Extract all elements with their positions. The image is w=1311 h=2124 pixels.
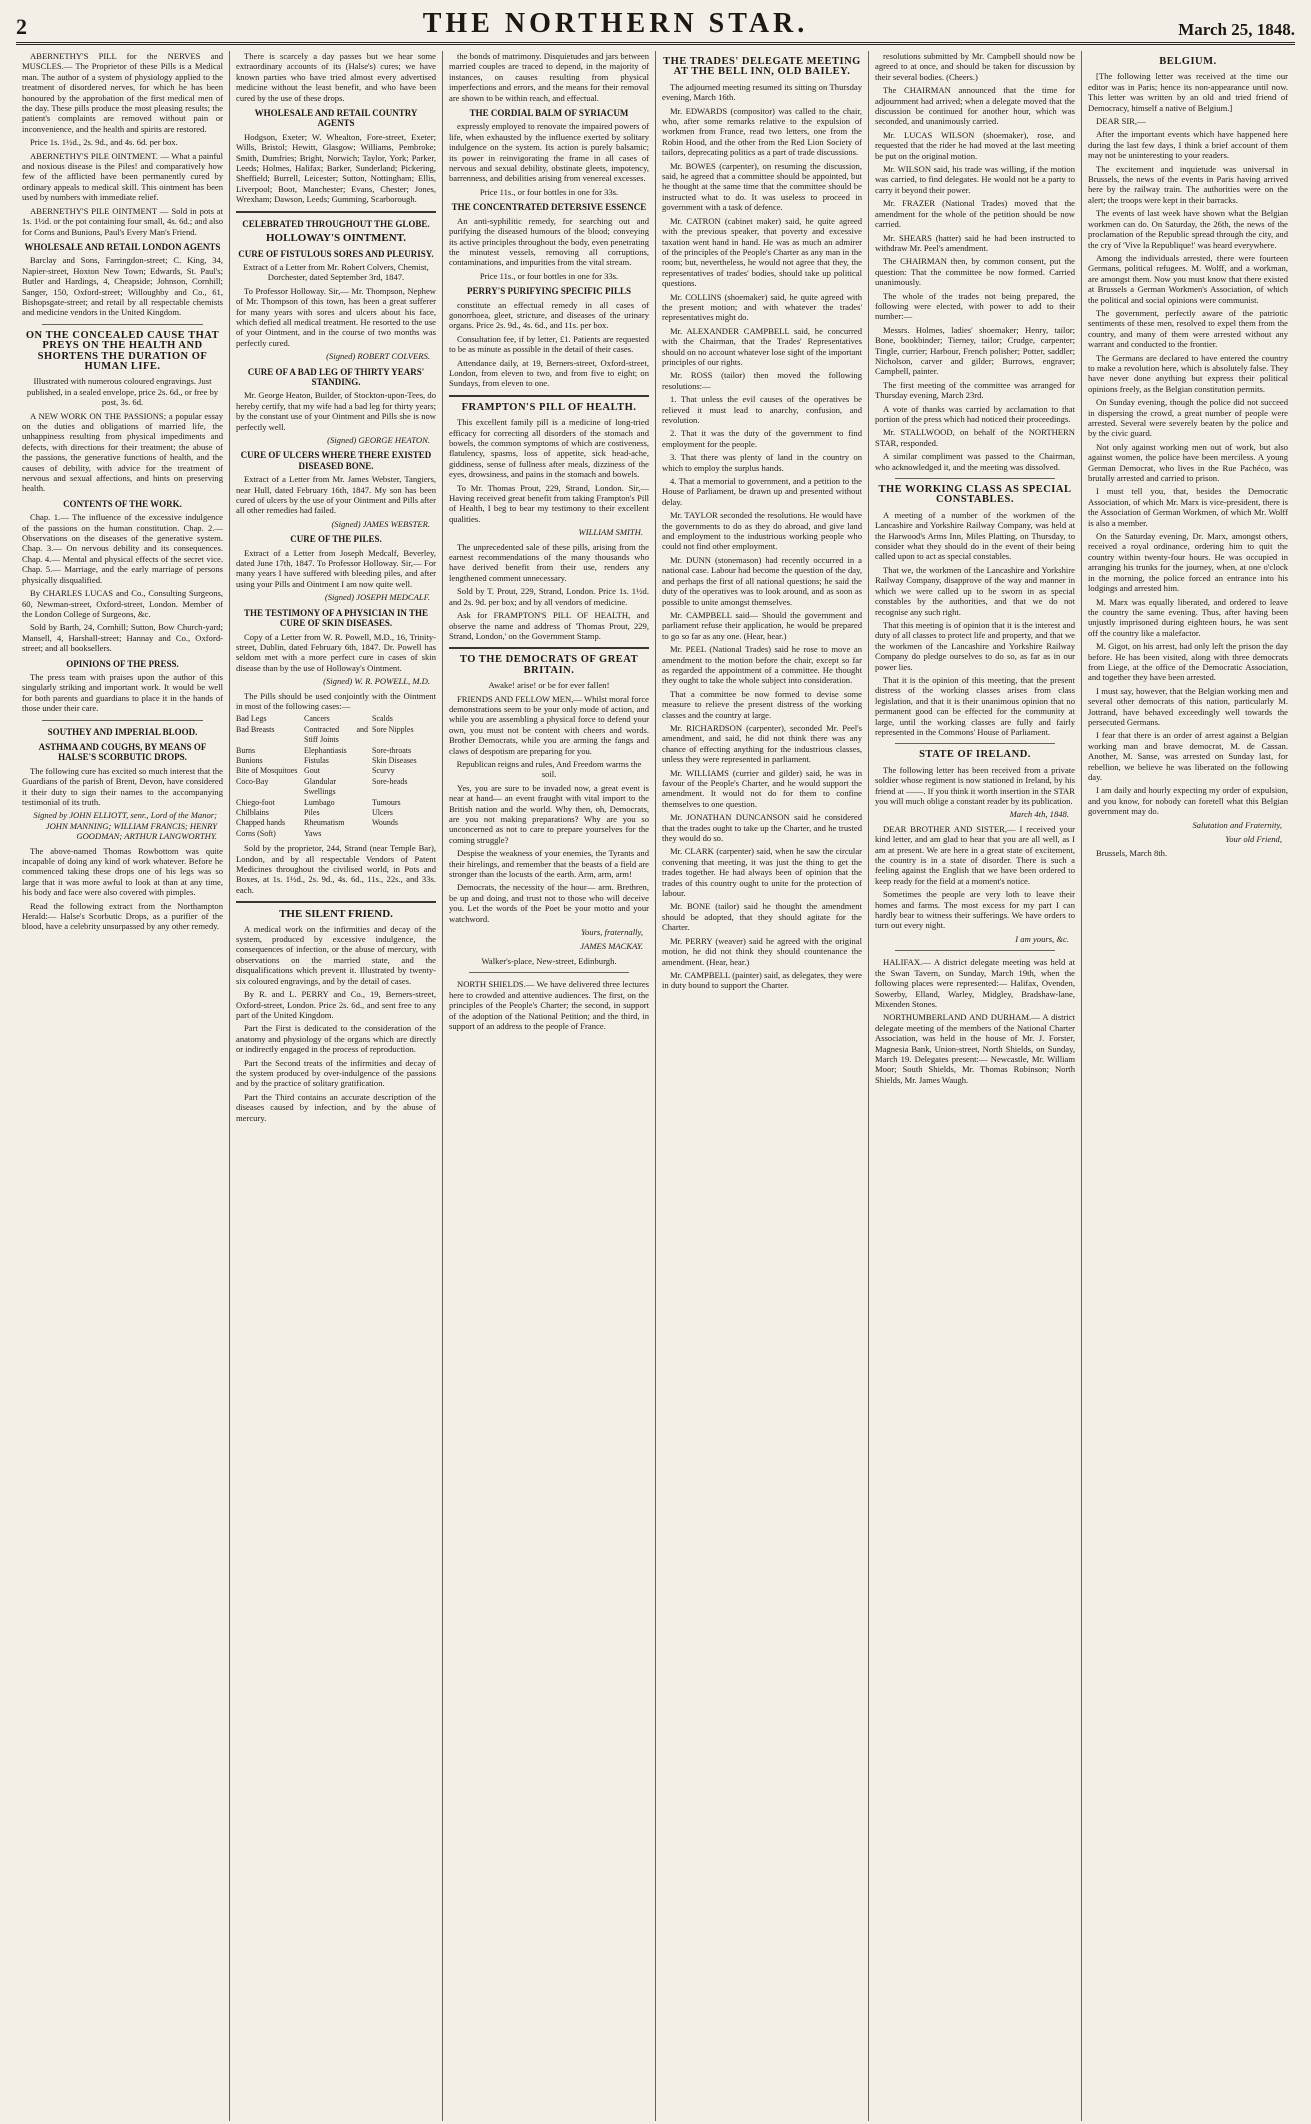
belgium-p9: I must tell you, that, besides the Democratic Association, of which Mr. Marx is vice-president, there is the Association of German Workmen, of which Mr. Wolff is also a member. xyxy=(1088,486,1288,528)
trades-cont-p7: The CHAIRMAN then, by common consent, put the question: That the committee be now formed. Carried unanimously. xyxy=(875,256,1075,288)
disease-item: Gout xyxy=(304,766,320,776)
frampton-letter: To Mr. Thomas Prout, 229, Strand, London. Sir,— Having received great benefit from taking Frampton's Pill of Health, I beg to bear my testimony to their excellent qualities. xyxy=(449,482,649,524)
trades-p17: Mr. PERRY (weaver) said he agreed with the original motion, he did not think they should countenance the amendment. (Hear, hear.) xyxy=(662,935,862,967)
celebrated-heading: CELEBRATED THROUGHOUT THE GLOBE. xyxy=(242,218,430,229)
belgium-p3: The events of last week have shown what the Belgian workmen can do. On Saturday, the 26th, the news of the proclamation of the Republic spread through the city, and the cry of 'Vive la Republique!' was heard everywhere. xyxy=(1088,208,1288,250)
trades-p16: Mr. BONE (tailor) said he thought the amendment should be adopted, that they should agitate for the Charter. xyxy=(662,901,862,933)
column-4 xyxy=(655,51,868,2121)
disease-item: Rheumatism xyxy=(304,818,345,828)
democrats-verse: Republican reigns and rules, And Freedom warms the soil. xyxy=(456,758,642,780)
belgium-closing: Salutation and Fraternity, xyxy=(1192,819,1282,830)
ireland-p1: DEAR BROTHER AND SISTER,— I received your kind letter, and am glad to hear that you are all well, as I am at present. We are here in a great state of excitement, the country is in a state of disorder. There is such a feeling against the English that we have been ordered to keep ready for the field at a moment's notice. xyxy=(875,823,1075,886)
belgium-sign: Your old Friend, xyxy=(1225,834,1282,845)
wcs-p4: That it is the opinion of this meeting, that the present distress of the working classes arises from class legislation, and that it is their unanimous opinion that no permanent good can be effected for the community at large, until the working classes are fully and fairly represented in the Commons' House of Parliament. xyxy=(875,674,1075,737)
columns xyxy=(16,51,1295,2121)
physician-text: Copy of a Letter from W. R. Powell, M.D., 16, Trinity-street, Dublin, dated February 6th, 1847. Dr. Powell has seldom met with a more perfect cure in cases of skin disease than by the use of Holloway's Ointment. xyxy=(236,631,436,673)
democrats-heading: TO THE DEMOCRATS OF GREAT BRITAIN. xyxy=(459,654,639,676)
column-3 xyxy=(442,51,655,2121)
trades-cont-p10: A vote of thanks was carried by acclamation to that portion of the press which had noticed their proceedings. xyxy=(875,403,1075,424)
ulcers-text: Extract of a Letter from Mr. James Webster, Tangiers, near Hull, dated February 16th, 1847. My son has been cured of ulcers by the use of your Ointment and Pills after all other remedies had failed. xyxy=(236,474,436,516)
disease-item: Glandular Swellings xyxy=(304,776,336,797)
herald-extract: Read the following extract from the Northampton Herald:— Halse's Scorbutic Drops, as a purifier of the blood, have a celebrity unsurpassed by any other remedy. xyxy=(22,900,223,932)
country-agents-heading: WHOLESALE AND RETAIL COUNTRY AGENTS xyxy=(254,108,418,129)
silent-friend-body: A NEW WORK ON THE PASSIONS; a popular essay on the duties and obligations of married life, the unhappiness resulting from physical impediments and defects, with directions for their treatment; the abuse of the passions, the generative functions of health, and the causes of debility, with advice for the treatment of nervous and sexual affections, and hints on preserving health. xyxy=(22,410,223,494)
concentrated-text: An anti-syphilitic remedy, for searching out and purifying the diseased humours of the blood; conveying its active principles throughout the body, even penetrating the minutest vessels, removing all corruptions, contaminations, and impurities from the vital stream. xyxy=(449,215,649,268)
opinions-heading: OPINIONS OF THE PRESS. xyxy=(66,658,179,669)
democrats-p5: Democrats, the necessity of the hour— arm. Brethren, be up and doing, and trust not to those who will deceive you. Let the words of the Poet be your motto and your watchword. xyxy=(449,882,649,924)
divider xyxy=(236,901,436,903)
ad-corns: ABERNETHY'S PILE OINTMENT — Sold in pots at 1s. 1½d. or the pot containing four small, 4s. 6d.; and also for Corns and Bunions, Paul's Every Man's Friend. xyxy=(22,205,223,237)
holloway-case-heading: CURE OF FISTULOUS SORES AND PLEURISY. xyxy=(238,248,434,259)
belgium-place: Brussels, March 8th. xyxy=(1096,848,1168,859)
bad-leg-signed: (Signed) GEORGE HEATON. xyxy=(327,435,430,445)
cordial-text: expressly employed to renovate the impaired powers of life, when exhausted by the influence exerted by solitary indulgence on the system. Its action is purely balsamic; its power in reinvigorating the frame in all cases of nervous and sexual debility, obstinate gleets, impotency, barrenness, and debilities arising from venereal excesses. xyxy=(449,121,649,184)
trades-p12: Mr. RICHARDSON (carpenter), seconded Mr. Peel's amendment, and said, he did not think there was any chance of effecting anything for the industrious classes, unless they were represented in parliament. xyxy=(662,722,862,765)
ireland-intro: The following letter has been received from a private soldier whose regiment is now stationed in Ireland, by his friend at ——. If you think it worth insertion in the STAR you will much oblige a constant reader by its publication. xyxy=(875,764,1075,806)
cordial-price: Price 11s., or four bottles in one for 33s. xyxy=(479,186,619,197)
belgium-p13: I must say, however, that the Belgian working men and several other democrats of this nation, particularly M. Jottrand, have behaved exceedingly well towards the persecuted Germans. xyxy=(1088,685,1288,727)
frampton-heading: FRAMPTON'S PILL OF HEALTH. xyxy=(461,401,637,413)
democrats-motto: Awake! arise! or be for ever fallen! xyxy=(488,680,610,691)
trades-p4: Mr. CATRON (cabinet maker) said, he quite agreed with the previous speaker, that poverty and excessive taxation went hand in hand. He was as much an admirer of the principles of the People's Charter as any man in the room; but, nevertheless, he would not agree that they, the representatives of trades' bodies, should take up political questions. xyxy=(662,215,862,289)
disease-item: Burns xyxy=(236,745,256,755)
trades-p9: Mr. CAMPBELL said— Should the government and parliament refuse their application, he would be prepared to go so far as any one. (Hear, hear.) xyxy=(662,609,862,641)
wholesale-agents: Barclay and Sons, Farringdon-street; C. King, 34, Napier-street, Hoxton New Town; Edwards, St. Paul's; Butler and Hardings, 4, Cheapside; Johnson, Cornhill; Sanger, 150, Oxford-street; Willoughby and Co., 61, Bishopsgate-street; and retail by all respectable chemists and medicine vendors in the United Kingdom. xyxy=(22,255,223,318)
trades-p8: Mr. DUNN (stonemason) had recently occurred in a national case. Labour had become the question of the day, and perhaps the first of all national questions; he said the duty of the operatives was to look around, and as soon as possible to unite amongst themselves. xyxy=(662,554,862,607)
disease-item: Scurvy xyxy=(372,766,395,776)
belgium-p5: The government, perfectly aware of the patriotic sentiments of these men, resolved to expel them from the country, and many of them were arrested without any warrant and conducted to the frontier. xyxy=(1088,307,1288,350)
belgium-p6: The Germans are declared to have entered the country to make a revolution here, which is absolutely false. They have never done anything but express their political opinions freely, as the Belgian constitution permits. xyxy=(1088,352,1288,394)
northumberland: NORTHUMBERLAND AND DURHAM.— A district delegate meeting of the members of the National Charter Association, was held in the house of Mr. J. Forster, Magnesia Bank, Union-street, North Shields, on Sunday, March 19. Delegates present:— Newcastle, Mr. William Moor; South Shields, Mr. Thomas Robinson; North Shields, Mr. James Waugh. xyxy=(875,1012,1075,1085)
part-third: Part the Third contains an accurate description of the diseases caused by infection, and by the abuse of mercury. xyxy=(236,1091,436,1123)
piles-signed: (Signed) JOSEPH MEDCALF. xyxy=(324,592,430,603)
resolution-3: 3. That there was plenty of land in the country on which to employ the surplus hands. xyxy=(662,452,862,473)
disease-item: Bad Legs xyxy=(236,714,267,724)
opinions-text: The press team with praises upon the author of this singularly striking and important work. It would be well for both parents and guardians to place it in the hands of those under their care. xyxy=(22,671,223,714)
disease-item: Wounds xyxy=(372,818,399,828)
column-5 xyxy=(868,51,1081,2121)
ad-abernethy-ointment: ABERNETHY'S PILE OINTMENT. — What a painful and noxious disease is the Piles! and comparatively how few of the afflicted have been permanently cured by ordinary appeals to medical skill. This ointment has been used by numbers with immediate relief. xyxy=(22,150,223,203)
resolution-1: 1. That unless the evil causes of the operatives be relieved it must lead to anarchy, confusion, and revolution. xyxy=(662,394,862,425)
newspaper-title: THE NORTHERN STAR. xyxy=(422,8,809,39)
trades-p10: Mr. PEEL (National Trades) said he rose to move an amendment to the motion before the chair, except so far as regarded the appointment of a committee. He thought they ought to take the whole subject into consideration. xyxy=(662,644,862,686)
resolution-4: 4. That a memorial to government, and a petition to the House of Parliament, be drawn up and presented without delay. xyxy=(662,476,862,507)
trades-cont-p9: The first meeting of the committee was arranged for Thursday evening, March 23rd. xyxy=(875,379,1075,401)
democrats-sign: Yours, fraternally, xyxy=(580,927,643,938)
disease-item: Chapped hands xyxy=(236,818,286,828)
scorbutic-text: The following cure has excited so much interest that the Guardians of the parish of Brent, Devon, have considered it their duty to sign their names to the accompanying testimonial of its truth. xyxy=(22,765,223,807)
resolutions-intro: Mr. ROSS (tailor) then moved the following resolutions:— xyxy=(662,370,862,391)
ireland-p2: Sometimes the people are very loth to leave their homes and farms. The most excess for my part I can hardly bear to witness their sufferings. We have orders to turn out every night. xyxy=(875,889,1075,931)
silent-friend-title: THE SILENT FRIEND. xyxy=(279,908,393,921)
disease-item: Chiego-foot xyxy=(236,797,275,807)
column-2 xyxy=(229,51,442,2121)
disease-item: Chilblains xyxy=(236,808,269,817)
matrimony-text: the bonds of matrimony. Disquietudes and jars between married couples are traced to depend, in the majority of instances, on causes resulting from physical imperfections and errors, and the means for their removal are shown to be within reach, and effectual. xyxy=(449,51,649,103)
ad-abernethy-price: Price 1s. 1½d., 2s. 9d., and 4s. 6d. per box. xyxy=(30,137,178,148)
democrats-p1: FRIENDS AND FELLOW MEN,— Whilst moral force demonstrations seem to be your only mode of action, and while you are assembling a physical force to defend your own, you must not be content with cheers and words. Brother Democrats, while you are arming the fangs and claws of despotism are preparing for you. xyxy=(449,693,649,756)
column-6 xyxy=(1081,51,1294,2121)
trades-p13: Mr. WILLIAMS (currier and gilder) said, he was in favour of the People's Charter, and he would support the amendment. It would not do for them to confine themselves to one question. xyxy=(662,767,862,809)
disease-item: Skin Diseases xyxy=(372,755,417,765)
halse-intro: There is scarcely a day passes but we hear some extraordinary accounts of its (Halse's) cures; we have known parties who have tried almost every advertised medicine without the least benefit, and who have been cured by the use of these drops. xyxy=(236,51,436,103)
disease-item: Bunions xyxy=(236,755,263,765)
contents-text: Chap. 1.— The influence of the excessive indulgence of the passions on the human constitution. Chap. 2.— Observations on the diseases of the generative system. Chap. 3.— On nervous debility and its consequences. Chap. 4.— Mental and physical effects of the secret vice. Chap. 5.— Marriage, and the early marriage of persons physically disqualified. xyxy=(22,512,223,585)
trades-cont-p4: Mr. WILSON said, his trade was willing, if the motion was carried, to find delegates. He would not be a party to carry it beyond their power. xyxy=(875,164,1075,195)
issue-date: March 25, 1848. xyxy=(1178,20,1295,39)
page-number: 2 xyxy=(16,14,27,39)
frampton-caution: Ask for FRAMPTON'S PILL OF HEALTH, and observe the name and address of 'Thomas Prout, 229, Strand, London,' on the Government Stamp. xyxy=(449,610,649,641)
disease-item: Yaws xyxy=(304,828,322,838)
belgium-salutation: DEAR SIR,— xyxy=(1096,116,1146,127)
piles-heading: CURE OF THE PILES. xyxy=(290,534,382,545)
belgium-heading: BELGIUM. xyxy=(1159,56,1217,67)
part-first: Part the First is dedicated to the consideration of the anatomy and physiology of the organs which are directly or indirectly engaged in the process of reproduction. xyxy=(236,1023,436,1055)
holloway-extract: Extract of a Letter from Mr. Robert Colvers, Chemist, Dorchester, dated September 3rd, 1847. xyxy=(243,261,429,283)
resolution-2: 2. That it was the duty of the government to find employment for the people. xyxy=(662,428,862,449)
trades-cont-p2: The CHAIRMAN announced that the time for adjournment had arrived; when a delegate moved that the discussion be continued for another hour, which was seconded, and unanimously carried. xyxy=(875,85,1075,127)
belgium-p1: After the important events which have happened here during the last few days, I think a brief account of them may not be uninteresting to your readers. xyxy=(1088,129,1288,161)
perrys-text: constitute an effectual remedy in all cases of gonorrhoea, gleet, stricture, and diseases of the urinary organs. Price 2s. 9d., 4s. 6d., and 11s. per box. xyxy=(449,299,649,331)
concentrated-price: Price 11s., or four bottles in one for 33s. xyxy=(479,270,619,281)
belgium-intro: [The following letter was received at the time our editor was in Paris; hence its non-appearance until now. This letter was written by an old and tried friend of Democracy, himself a native of Belgium.] xyxy=(1088,71,1288,113)
disease-item: Fistulas xyxy=(304,755,329,765)
wholesale-heading: WHOLESALE AND RETAIL LONDON AGENTS xyxy=(24,241,221,252)
trades-p18: Mr. CAMPBELL (painter) said, as delegates, they were in duty bound to support the Charter. xyxy=(662,969,862,991)
trades-p3: Mr. BOWES (carpenter), on resuming the discussion, said, he agreed that a committee should be appointed, but he thought at the same time that the committee should be instructed what to do. It was useless to proceed in government with a task of defence. xyxy=(662,160,862,213)
physician-heading: THE TESTIMONY OF A PHYSICIAN IN THE CURE OF SKIN DISEASES. xyxy=(243,607,429,629)
trades-p14: Mr. JONATHAN DUNCANSON said he considered that the trades ought to take up the Charter, and he trusted they would do so. xyxy=(662,812,862,844)
part-second: Part the Second treats of the infirmities and decay of the system produced by over-indulgence of the passions and by the practice of solitary gratification. xyxy=(236,1057,436,1089)
frampton-text: This excellent family pill is a medicine of long-tried efficacy for correcting all disorders of the stomach and bowels, the common symptoms of which are costiveness, flatulency, spasms, loss of appetite, sick head-ache, giddiness, sense of fullness after meals, dizziness of the eyes, drowsiness, and pains in the stomach and bowels. xyxy=(449,417,649,480)
trades-p6: Mr. ALEXANDER CAMPBELL said, he concurred with the Chairman, that the Trades' Representatives should on no account whatever lose sight of the important principles of our rights. xyxy=(662,325,862,367)
wcs-p2: That we, the workmen of the Lancashire and Yorkshire Railway Company, disapprove of the way and manner in which we were called up to be sworn in as special constables by the authorities, and that we do not recognise any such right. xyxy=(875,564,1075,617)
authors: By CHARLES LUCAS and Co., Consulting Surgeons, 60, Newman-street, Oxford-street, London. Member of the London College of Surgeons, &c. xyxy=(22,588,223,619)
trades-p7: Mr. TAYLOR seconded the resolutions. He would have the governments to do as they do abroad, and give land and employment to the industrious working people who could not find other employment. xyxy=(662,510,862,552)
contents-heading: CONTENTS OF THE WORK. xyxy=(63,498,182,509)
perrys-heading: PERRY'S PURIFYING SPECIFIC PILLS xyxy=(467,286,631,297)
attendance: Attendance daily, at 19, Berners-street, Oxford-street, London, from eleven to two, and from five to eight; on Sundays, from eleven to one. xyxy=(449,357,649,389)
trades-cont-p11: Mr. STALLWOOD, on behalf of the NORTHERN STAR, responded. xyxy=(875,427,1075,448)
ireland-sign: I am yours, &c. xyxy=(1015,933,1069,944)
disease-item: Elephantiasis xyxy=(304,745,347,755)
concealed-cause-heading: ON THE CONCEALED CAUSE THAT PREYS ON THE HEALTH AND SHORTENS THE DURATION OF HUMAN LIFE. xyxy=(25,329,220,372)
trades-cont-p1: resolutions submitted by Mr. Campbell should now be agreed to at once, and should be taken for discussion by their several bodies. (Cheers.) xyxy=(875,51,1075,82)
silent-friend-price: By R. and L. PERRY and Co., 19, Berners-street, Oxford-street, London. Price 2s. 6d., and sent free to any part of the United Kingdom. xyxy=(236,989,436,1020)
blood-heading: SOUTHEY AND IMPERIAL BLOOD. xyxy=(47,726,198,737)
holloway-title: HOLLOWAY'S OINTMENT. xyxy=(266,232,406,245)
concentrated-heading: THE CONCENTRATED DETERSIVE ESSENCE xyxy=(451,202,647,213)
trades-cont-p6: Mr. SHEARS (hatter) said he had been instructed to withdraw Mr. Peel's amendment. xyxy=(875,232,1075,253)
silent-friend-intro: Illustrated with numerous coloured engravings. Just published, in a sealed envelope, price 2s. 6d., or free by post, 3s. 6d. xyxy=(26,376,219,408)
diseases-list xyxy=(236,714,436,839)
divider xyxy=(236,211,436,213)
divider xyxy=(895,950,1055,951)
trades-cont-p12: A similar compliment was passed to the Chairman, who acknowledged it, and the meeting was dissolved. xyxy=(875,451,1075,472)
disease-item: Piles xyxy=(304,808,320,817)
trades-heading: THE TRADES' DELEGATE MEETING AT THE BELL INN, OLD BAILEY. xyxy=(663,56,861,78)
silent-friend-text: A medical work on the infirmities and decay of the system, produced by excessive indulgence, the consequences of infection, or the abuse of mercury, with observations on the married state, and the disqualifications which prevent it. Illustrated by twenty-six coloured engravings, and by the detail of cases. xyxy=(236,923,436,986)
disease-item: Scalds xyxy=(372,714,393,724)
country-agents: Hodgson, Exeter; W. Whealton, Fore-street, Exeter; Wills, Bristol; Hewitt, Glasgow; Williams, Pembroke; Smith, Dumfries; Bright, Norwich; Taylor, York; Parker, Leeds; Holmes, Halifax; Barker, Sunderland; Pickering, Sheffield; Burrell, Leicester; Sutton, Nottingham; Ellis, Liverpool; Boot, Manchester; Evans, Chester; Jones, Wrexham; Dawson, Leeds; Gumming, Scarborough. xyxy=(236,131,436,205)
disease-item: Sore Nipples xyxy=(372,724,414,734)
disease-item: Cancers xyxy=(304,714,330,724)
wcs-p1: A meeting of a number of the workmen of the Lancashire and Yorkshire Railway Company, was held at the Harwood's Arms Inn, Miles Platting, on Thursday, to consider what they should do in the event of their being called upon to act as special constables. xyxy=(875,509,1075,562)
consultation: Consultation fee, if by letter, £1. Patients are requested to be as minute as possible in the detail of their cases. xyxy=(449,333,649,355)
belgium-p15: I am daily and hourly expecting my order of expulsion, and you know, for nobody can foretell what this Belgian government may do. xyxy=(1088,785,1288,817)
scorbutic-heading: ASTHMA AND COUGHS, BY MEANS OF HALSE'S SCORBUTIC DROPS. xyxy=(38,741,207,763)
holloway-text: To Professor Holloway. Sir,— Mr. Thompson, Nephew of Mr. Thompson of this town, has been a great sufferer for many years with sores and ulcers about his face, which defied all medical treatment. He resorted to the use of your Ointment, and in the course of two months was perfectly cured. xyxy=(236,285,436,348)
disease-item: Sore-heads xyxy=(372,776,408,786)
physician-signed: (Signed) W. R. POWELL, M.D. xyxy=(323,676,430,687)
cordial-heading: THE CORDIAL BALM OF SYRIACUM xyxy=(469,108,629,119)
belgium-p4: Among the individuals arrested, there were fourteen Germans, political refugees. M. Wolff, and a workman, are amongst them. Now you must know that there existed at Brussels a German Workmen's Association, of which the political and social opinions were communist. xyxy=(1088,252,1288,305)
disease-item: Bad Breasts xyxy=(236,724,275,734)
ad-abernethy: ABERNETHY'S PILL for the NERVES and MUSCLES.— The Proprietor of these Pills is a Medical man. The author of a system of physiology applied to the treatment of disordered nerves, for which he has been honoured by the approbation of the first medical men of the day. These pills produce the most pleasing results; the patient's complaints are removed without pain or inconvenience, and the health and spirits are restored. xyxy=(22,51,223,134)
sold-at: Sold by the proprietor, 244, Strand (near Temple Bar), London, and by all respectable Vendors of Patent Medicines throughout the civilised world, in Pots and Boxes, at 1s. 1½d., 2s. 9d., 4s. 6d., 11s., 22s., and 33s. each. xyxy=(236,843,436,895)
special-constables-heading: THE WORKING CLASS AS SPECIAL CONSTABLES. xyxy=(878,484,1072,506)
ulcers-heading: CURE OF ULCERS WHERE THERE EXISTED DISEASED BONE. xyxy=(240,450,432,471)
masthead xyxy=(16,10,1295,45)
wcs-p3: That this meeting is of opinion that it is the interest and duty of all classes to protect life and property, and that we the workmen of the Lancashire and Yorkshire Railway Company do pledge ourselves to do so, as far as in our power lies. xyxy=(875,619,1075,672)
divider xyxy=(895,478,1055,479)
democrats-p4: Despise the weakness of your enemies, the Tyrants and their hirelings, and remember that the beasts of a field are stronger than the locusts of the earth. Arm, arm, arm! xyxy=(449,848,649,880)
disease-item: Corns (Soft) xyxy=(236,828,276,838)
belgium-p8: Not only against working men out of work, but also against women, the police have been merciless. A young German Democrat, who lives in the Rue Pachéco, was brutally arrested and carried to prison. xyxy=(1088,441,1288,484)
belgium-p10: On the Saturday evening, Dr. Marx, amongst others, received a royal ordinance, ordering him to quit the country within twenty-four hours. He was occupied in arranging his trunks for the journey, when, at one o'clock in the morning, the police forced an entrance into his lodgings and arrested him. xyxy=(1088,531,1288,594)
trades-p1: The adjourned meeting resumed its sitting on Thursday evening, March 16th. xyxy=(662,81,862,103)
divider xyxy=(449,647,649,649)
divider xyxy=(469,972,629,973)
trades-cont-p5: Mr. FRAZER (National Trades) moved that the amendment for the whole of the petition should be now carried. xyxy=(875,198,1075,230)
piles-text: Extract of a Letter from Joseph Medcalf, Beverley, dated June 17th, 1847. To Professor Holloway. Sir,— For many years I have suffered with bleeding piles, and after using your Pills and Ointment I am now quite well. xyxy=(236,547,436,589)
trades-p5: Mr. COLLINS (shoemaker) said, he quite agreed with the present motion; and with whatever the trades' representatives might do. xyxy=(662,291,862,323)
belgium-p7: On Sunday evening, though the police did not succeed in dispersing the crowd, a great number of people were arrested. Several were severely beaten by the police and by the civic guard. xyxy=(1088,397,1288,439)
belgium-p11: M. Marx was equally liberated, and ordered to leave the country the same evening. Thus, after having been unjustly imprisoned during eighteen hours, he was sent off the country like a malefactor. xyxy=(1088,596,1288,638)
north-shields: NORTH SHIELDS.— We have delivered three lectures here to crowded and attentive audiences. The first, on the principles of the People's Charter; the second, in support of the adoption of the National Petition; and the third, in support of an address to the people of France. xyxy=(449,979,649,1031)
diseases-intro: The Pills should be used conjointly with the Ointment in most of the following cases:— xyxy=(236,690,436,711)
divider xyxy=(895,743,1055,744)
disease-item: Tumours xyxy=(372,797,401,807)
frampton-price: Sold by T. Prout, 229, Strand, London. Price 1s. 1½d. and 2s. 9d. per box; and by all vendors of medicine. xyxy=(449,586,649,607)
democrats-address: Walker's-place, New-street, Edinburgh. xyxy=(481,955,617,966)
trades-cont-p3: Mr. LUCAS WILSON (shoemaker), rose, and requested that the rider he had moved at the last meeting be put on the original motion. xyxy=(875,129,1075,161)
trades-p2: Mr. EDWARDS (compositor) was called to the chair, who, after some remarks relative to the expulsion of workmen from France, read two letters, one from the Robin Hood, and the other from the Red Lion Society of tailors, deprecating politics as a part of trade discussions. xyxy=(662,105,862,158)
bad-leg-text: Mr. George Heaton, Builder, of Stockton-upon-Tees, do hereby certify, that my wife had a bad leg for thirty years; by the constant use of your Ointment and Pills she is now perfectly well. xyxy=(236,390,436,432)
divider xyxy=(449,395,649,397)
committee-members: Messrs. Holmes, ladies' shoemaker; Henry, tailor; Bone, bookbinder; Tierney, tailor; Crudge, carpenter; Tingle, currier; Harbour, French polisher; Potter, saddler; Nicholson, carver and gilder; Burrows, engraver; Campbell, painter. xyxy=(875,324,1075,377)
disease-item: Ulcers xyxy=(372,808,393,817)
holloway-signed: (Signed) ROBERT COLVERS. xyxy=(326,351,430,362)
frampton-signed: WILLIAM SMITH. xyxy=(578,527,643,538)
divider xyxy=(42,324,203,325)
disease-item: Bite of Mosquitoes xyxy=(236,766,298,776)
disease-item: Contracted and Stiff Joints xyxy=(304,724,368,745)
disease-item: Lumbago xyxy=(304,797,335,807)
belgium-p14: I fear that there is an order of arrest against a Belgian working man and brave democrat, M. de Cassan. Another, M. Sanse, was arrested on Sunday last, for rebellion, we believe he was liberated on the following day. xyxy=(1088,730,1288,782)
ireland-date: March 4th, 1848. xyxy=(1009,809,1069,820)
disease-item: Coco-Bay xyxy=(236,776,269,786)
halifax: HALIFAX.— A district delegate meeting was held at the Swan Tavern, on Sunday, March 19th, when the following places were represented:— Halifax, Ovenden, Sowerby, Elland, Warley, Midgley, Bradshaw-lane, Mixenden Stones. xyxy=(875,957,1075,1009)
signatures: Signed by JOHN ELLIOTT, senr., Lord of the Manor; JOHN MANNING; WILLIAM FRANCIS; HENRY GOODMAN; ARTHUR LANGWORTHY. xyxy=(33,810,217,842)
column-1 xyxy=(16,51,229,2121)
democrats-name: JAMES MACKAY. xyxy=(580,941,643,952)
sold-by: Sold by Barth, 24, Cornhill; Sutton, Bow Church-yard; Mansell, 4, Harshall-street; Hannay and Co., Oxford-street; and all booksellers. xyxy=(22,622,223,654)
frampton-more: The unprecedented sale of these pills, arising from the earnest recommendations of the many thousands who have derived benefit from their use, renders any lengthened comment unnecessary. xyxy=(449,541,649,583)
divider xyxy=(42,720,203,721)
disease-item: Sore-throats xyxy=(372,745,412,755)
ulcers-signed: (Signed) JAMES WEBSTER. xyxy=(331,518,430,529)
belgium-p12: M. Gigot, on his arrest, had only left the prison the day before. He has been visited, along with three democrats from Liege, at the office of the Democratic Association, and together they have been arrested. xyxy=(1088,641,1288,683)
blood-text: The above-named Thomas Rowbottom was quite incapable of doing any kind of work whatever. Before he commenced taking these drops one of his legs was so large that it was more awful to look at than at any time, his body and face were also covered with pimples. xyxy=(22,845,223,898)
ireland-heading: STATE OF IRELAND. xyxy=(919,749,1031,761)
trades-p11: That a committee be now formed to devise some measure to relieve the present distress of the working classes and the country at large. xyxy=(662,688,862,720)
bad-leg-heading: CURE OF A BAD LEG OF THIRTY YEARS' STANDING. xyxy=(247,366,425,387)
democrats-p3: Yes, you are sure to be invaded now, a great event is near at hand— an event fraught with vital import to the British nation and the world. Why then, oh, Democrats, are you not making preparations? Why are you so unconcerned as not to care to prepare yourselves for the coming struggle? xyxy=(449,782,649,845)
belgium-p2: The excitement and inquietude was universal in Brussels, the news of the events in Paris having arrived here by the railway train. The authorities were on the alert; the troops were kept in their barracks. xyxy=(1088,163,1288,205)
trades-p15: Mr. CLARK (carpenter) said, when he saw the circular convening that meeting, it was just the thing to get the trades together. He had always been of opinion that the trades of this country ought to unite for the protection of labour. xyxy=(662,846,862,899)
trades-cont-p8: The whole of the trades not being prepared, the following were elected, with power to add to their number:— xyxy=(875,290,1075,322)
